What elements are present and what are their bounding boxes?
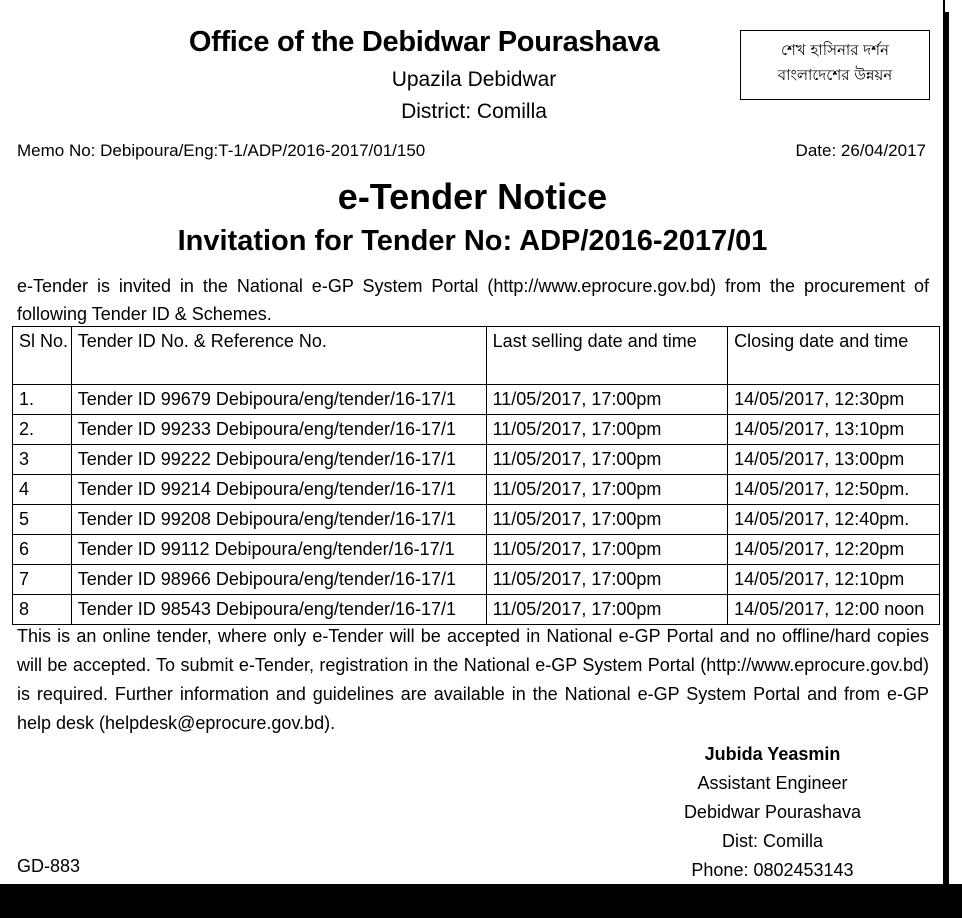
cell-sl: 8 (13, 595, 72, 625)
cell-tender-id: Tender ID 98543 Debipoura/eng/tender/16-17/1 (71, 595, 486, 625)
right-border-line (945, 12, 949, 884)
signatory-office: Debidwar Pourashava (683, 802, 862, 822)
table-row (13, 505, 940, 535)
cell-sl: 7 (13, 565, 72, 595)
signature-block (640, 740, 905, 885)
cell-tender-id: Tender ID 98966 Debipoura/eng/tender/16-17/1 (71, 565, 486, 595)
bottom-border (0, 884, 962, 918)
header-tender-id: Tender ID No. & Reference No. (71, 327, 486, 385)
cell-tender-id: Tender ID 99208 Debipoura/eng/tender/16-17/1 (71, 505, 486, 535)
header-sl: Sl No. (13, 327, 72, 385)
table-row (13, 415, 940, 445)
cell-sl: 3 (13, 445, 72, 475)
cell-tender-id: Tender ID 99679 Debipoura/eng/tender/16-17/1 (71, 385, 486, 415)
table-header-row (13, 327, 940, 385)
upazila-line: Upazila Debidwar (391, 68, 557, 91)
cell-last-selling: 11/05/2017, 17:00pm (486, 445, 728, 475)
table-row (13, 475, 940, 505)
table-row (13, 595, 940, 625)
cell-last-selling: 11/05/2017, 17:00pm (486, 475, 728, 505)
signatory-designation: Assistant Engineer (697, 773, 848, 793)
cell-closing: 14/05/2017, 12:20pm (728, 535, 940, 565)
cell-closing: 14/05/2017, 13:00pm (728, 445, 940, 475)
tender-table (12, 326, 940, 625)
gd-number: GD-883 (17, 856, 81, 876)
table-row (13, 445, 940, 475)
signatory-name: Jubida Yeasmin (704, 744, 841, 764)
intro-paragraph: e-Tender is invited in the National e-GP System Portal (http://www.eprocure.gov.bd) from the procurement of following Tender ID & Schemes. (17, 276, 929, 324)
cell-last-selling: 11/05/2017, 17:00pm (486, 415, 728, 445)
cell-tender-id: Tender ID 99112 Debipoura/eng/tender/16-17/1 (71, 535, 486, 565)
table-row (13, 535, 940, 565)
office-title: Office of the Debidwar Pourashava (188, 26, 660, 58)
invitation-title: Invitation for Tender No: ADP/2016-2017/01 (177, 225, 768, 257)
cell-closing: 14/05/2017, 13:10pm (728, 415, 940, 445)
slogan-box (740, 30, 930, 100)
cell-last-selling: 11/05/2017, 17:00pm (486, 385, 728, 415)
memo-number: Memo No: Debipoura/Eng:T-1/ADP/2016-2017/01/150 (17, 141, 426, 160)
cell-sl: 2. (13, 415, 72, 445)
header-last-selling: Last selling date and time (486, 327, 728, 385)
cell-tender-id: Tender ID 99214 Debipoura/eng/tender/16-17/1 (71, 475, 486, 505)
cell-last-selling: 11/05/2017, 17:00pm (486, 535, 728, 565)
cell-last-selling: 11/05/2017, 17:00pm (486, 505, 728, 535)
footer-paragraph: This is an online tender, where only e-Tender will be accepted in National e-GP Portal and no offline/hard copies will be accepted. To submit e-Tender, registration in the National e-GP System Portal (http://www.eprocure.gov.bd) is required. Further information and guidelines are available in the National e-GP System Portal and from e-GP help desk (helpdesk@eprocure.gov.bd). (17, 626, 929, 733)
notice-date: Date: 26/04/2017 (795, 141, 926, 160)
table-row (13, 565, 940, 595)
slogan-line-1: শেখ হাসিনার দর্শন (780, 41, 890, 59)
signatory-district: Dist: Comilla (721, 831, 823, 851)
cell-closing: 14/05/2017, 12:50pm. (728, 475, 940, 505)
cell-sl: 6 (13, 535, 72, 565)
cell-sl: 1. (13, 385, 72, 415)
header-closing: Closing date and time (728, 327, 940, 385)
cell-tender-id: Tender ID 99233 Debipoura/eng/tender/16-17/1 (71, 415, 486, 445)
signatory-phone: Phone: 0802453143 (691, 860, 854, 880)
cell-sl: 5 (13, 505, 72, 535)
cell-closing: 14/05/2017, 12:40pm. (728, 505, 940, 535)
cell-last-selling: 11/05/2017, 17:00pm (486, 595, 728, 625)
cell-closing: 14/05/2017, 12:00 noon (728, 595, 940, 625)
cell-tender-id: Tender ID 99222 Debipoura/eng/tender/16-17/1 (71, 445, 486, 475)
cell-closing: 14/05/2017, 12:30pm (728, 385, 940, 415)
notice-title: e-Tender Notice (337, 176, 608, 217)
cell-sl: 4 (13, 475, 72, 505)
table-row (13, 385, 940, 415)
cell-last-selling: 11/05/2017, 17:00pm (486, 565, 728, 595)
slogan-line-2: বাংলাদেশের উন্নয়ন (777, 66, 893, 84)
cell-closing: 14/05/2017, 12:10pm (728, 565, 940, 595)
district-line: District: Comilla (401, 100, 547, 123)
